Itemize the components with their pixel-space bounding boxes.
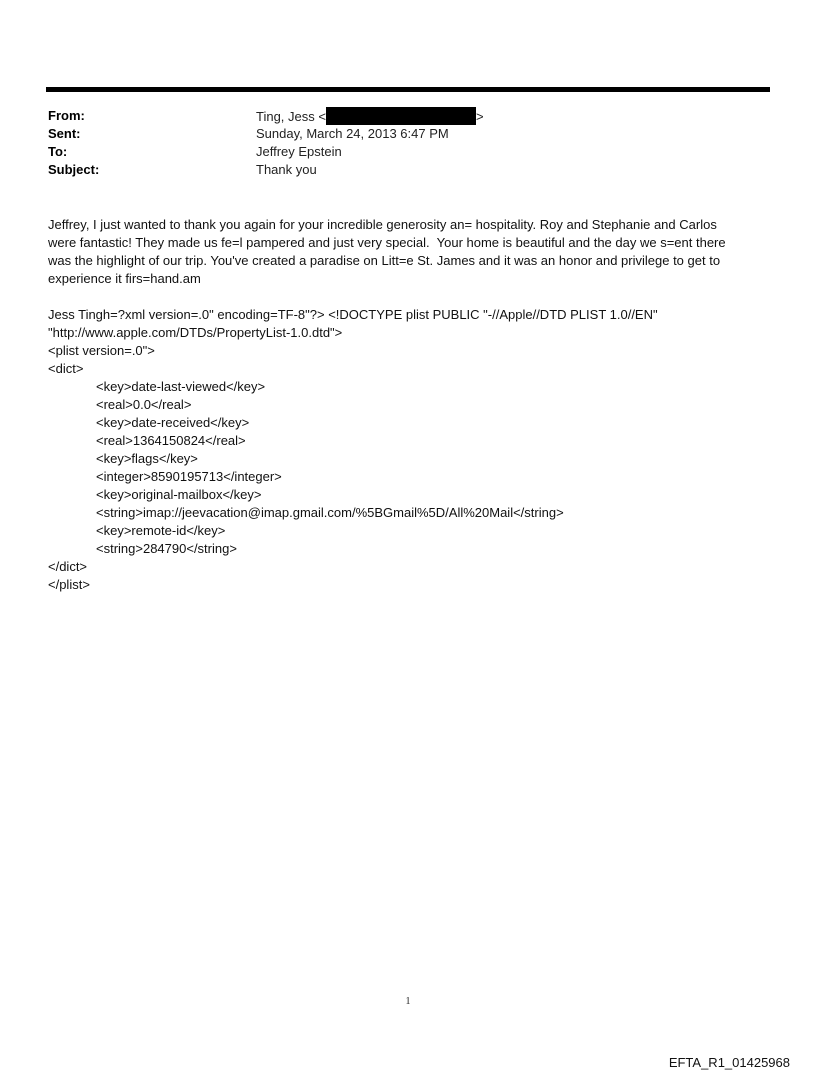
email-headers: [48, 107, 748, 179]
subject-value: Thank you: [256, 162, 317, 177]
message-paragraph: [48, 216, 758, 288]
plist-line: <string>imap://jeevacation@imap.gmail.com/%5BGmail%5D/All%20Mail</string>: [96, 505, 564, 520]
plist-line: <key>flags</key>: [96, 451, 198, 466]
bates-number: EFTA_R1_01425968: [668, 1055, 790, 1070]
header-rule: [46, 87, 770, 92]
redaction-box: [326, 107, 476, 125]
plist-line: "http://www.apple.com/DTDs/PropertyList-1.0.dtd">: [48, 325, 343, 340]
plist-line: <key>remote-id</key>: [96, 523, 226, 538]
sent-row: [48, 125, 748, 143]
plist-line: <string>284790</string>: [96, 541, 237, 556]
plist-block: [48, 306, 758, 594]
body-line: was the highlight of our trip. You've created a paradise on Litt=e St. James and it was an honor and privilege to get to: [48, 253, 721, 268]
plist-line: Jess Tingh=?xml version=.0" encoding=TF-8"?> <!DOCTYPE plist PUBLIC "-//Apple//DTD PLIST 1.0//EN": [48, 307, 658, 322]
plist-line: </plist>: [48, 577, 90, 592]
from-name: Ting, Jess <: [256, 109, 326, 124]
subject-label: Subject:: [48, 162, 100, 177]
plist-line: <real>0.0</real>: [96, 397, 192, 412]
plist-line: <key>original-mailbox</key>: [96, 487, 262, 502]
plist-line: <integer>8590195713</integer>: [96, 469, 282, 484]
to-value: Jeffrey Epstein: [256, 144, 342, 159]
to-row: [48, 143, 748, 161]
sent-label: Sent:: [48, 126, 81, 141]
plist-line: <dict>: [48, 361, 84, 376]
plist-line: <key>date-last-viewed</key>: [96, 379, 266, 394]
body-line: Jeffrey, I just wanted to thank you again for your incredible generosity an= hospitality. Roy and Stephanie and Carlos: [48, 217, 717, 232]
sent-value: Sunday, March 24, 2013 6:47 PM: [256, 126, 449, 141]
plist-line: <real>1364150824</real>: [96, 433, 246, 448]
body-line: experience it firs=hand.am: [48, 271, 201, 286]
to-label: To:: [48, 144, 68, 159]
email-body: [48, 216, 758, 594]
from-label: From:: [48, 108, 85, 123]
paragraph-gap: [48, 288, 758, 306]
page-number: 1: [405, 996, 411, 1007]
plist-line: </dict>: [48, 559, 88, 574]
plist-line: <plist version=.0">: [48, 343, 155, 358]
from-row: [48, 107, 748, 125]
from-value: [256, 107, 484, 126]
from-suffix: >: [475, 109, 484, 124]
plist-line: <key>date-received</key>: [96, 415, 250, 430]
body-line: were fantastic! They made us fe=l pampered and just very special. Your home is beautiful and the day we s=ent there: [48, 235, 726, 250]
subject-row: [48, 161, 748, 179]
